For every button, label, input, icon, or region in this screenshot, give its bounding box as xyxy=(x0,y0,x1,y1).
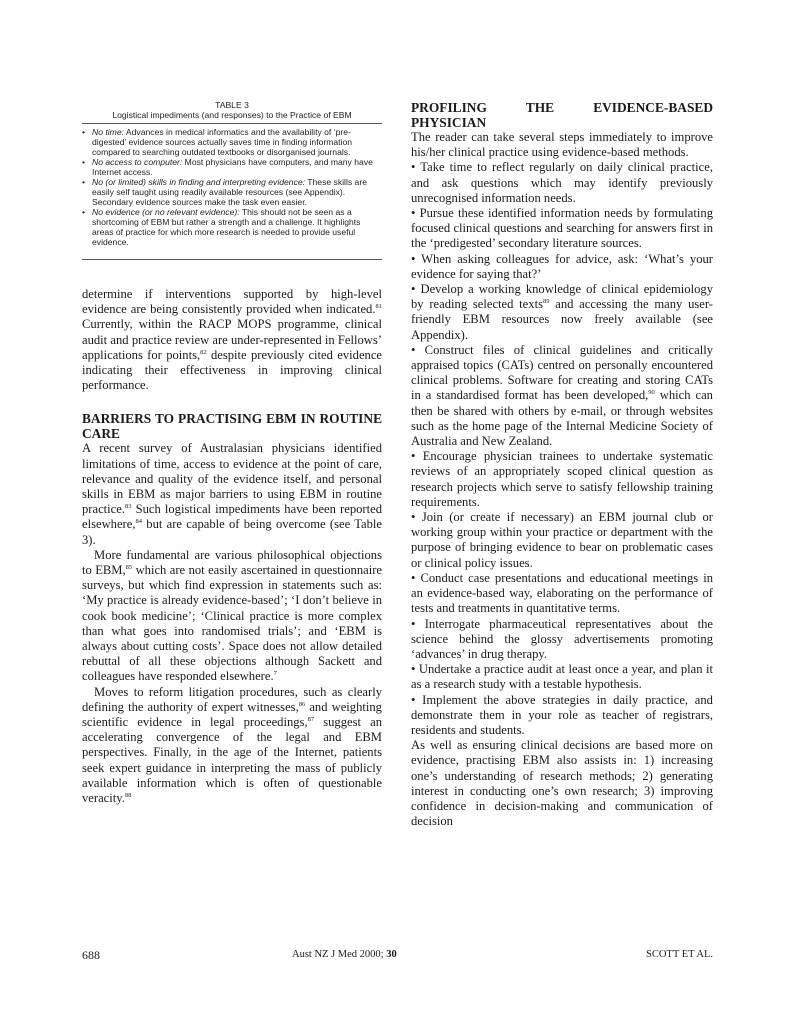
journal-name: Aust NZ J Med 2000; xyxy=(292,949,384,960)
bullet-item: • Interrogate pharmaceutical representatives about the science behind the glossy advertisements promoting ‘advances’ in drug therapy. xyxy=(411,616,713,661)
bullet-item: • Implement the above strategies in daily practice, and demonstrate them in your role as teacher of registrars, residents and students. xyxy=(411,692,713,737)
left-body xyxy=(82,287,382,806)
table-item xyxy=(82,157,382,177)
table-item xyxy=(82,177,382,207)
bullet-item: • When asking colleagues for advice, ask: ‘What’s your evidence for saying that?’ xyxy=(411,251,713,281)
table-item-text: Advances in medical informatics and the availability of ‘pre-digested’ evidence sources actually saves time in finding information compared to searching outdated textbooks or disorganised journals. xyxy=(92,127,353,157)
table-item-text: Most physicians have computers, and many have Internet access. xyxy=(92,157,373,177)
table-3 xyxy=(82,100,382,260)
journal-volume: 30 xyxy=(386,949,397,960)
bullet-item: • Encourage physician trainees to undertake systematic reviews of an appropriately scoped clinical question as research projects which serve to satisfy fellowship training requirements. xyxy=(411,449,713,509)
closing-paragraph: As well as ensuring clinical decisions are based more on evidence, practising EBM also assists in: 1) increasing one’s understanding of research methods; 2) generating interest in conducting one’s own research; 3) improving confidence in decision-making and communication of decision xyxy=(411,738,713,829)
table-item xyxy=(82,207,382,247)
table-item xyxy=(82,127,382,157)
citation: 84 xyxy=(135,518,142,526)
bullet-item: • Develop a working knowledge of clinical epidemiology by reading selected texts$^{89}$ and accessing the many user-friendly EBM resources now freely available (see Appendix). xyxy=(411,282,713,342)
bullet-item: • Join (or create if necessary) an EBM journal club or working group within your practice or department with the purpose of bringing evidence to bear on problematic cases or clinical policy issues. xyxy=(411,510,713,570)
table-bottom-rule xyxy=(82,259,382,260)
bullet-item: • Undertake a practice audit at least once a year, and plan it as a research study with a testable hypothesis. xyxy=(411,662,713,692)
paragraph: determine if interventions supported by high-level evidence are being consistently provided when indicated.$^{81}$ Currently, within the RACP MOPS programme, clinical audit and practice review are under-represented in Fellows’ applications for points,$^{82}$ despite previously cited evidence indicating their effectiveness in improving clinical performance. xyxy=(82,287,383,393)
bullet-icon: • xyxy=(411,342,416,357)
table-item-lead: No evidence (or no relevant evidence): xyxy=(92,207,240,217)
table-top-rule xyxy=(82,123,382,124)
citation: 87 xyxy=(307,715,315,723)
table-title: Logistical impediments (and responses) to the Practice of EBM xyxy=(112,110,352,120)
bullet-item: • Take time to reflect regularly on daily clinical practice, and ask questions which may identify previously unrecognised information needs. xyxy=(411,160,713,205)
bullet-icon: • xyxy=(411,251,416,266)
bullet-icon: • xyxy=(411,510,416,525)
table-label: TABLE 3 xyxy=(215,100,249,110)
table-item-lead: No time: xyxy=(92,127,124,137)
bullet-icon: • xyxy=(411,282,416,297)
table-item-text: These skills are easily self taught using readily available resources (see Appendix). Secondary evidence sources make the task even easier. xyxy=(92,177,367,207)
bullet-icon: • xyxy=(411,570,416,585)
citation: 88 xyxy=(124,791,132,799)
bullet-icon: • xyxy=(411,160,416,175)
section-heading-barriers: BARRIERS TO PRACTISING EBM IN ROUTINE CARE xyxy=(82,411,382,442)
citation: 7 xyxy=(273,670,277,678)
table-heading xyxy=(86,100,378,120)
citation: 81 xyxy=(375,303,382,311)
table-item-lead: No (or limited) skills in finding and interpreting evidence: xyxy=(92,177,306,187)
right-column xyxy=(411,100,713,829)
citation: 86 xyxy=(298,700,306,708)
citation: 85 xyxy=(125,563,133,571)
section-heading-profiling: PROFILING THE EVIDENCE-BASED PHYSICIAN xyxy=(411,100,713,130)
intro-paragraph: The reader can take several steps immediately to improve his/her clinical practice using evidence-based methods. xyxy=(411,130,713,160)
table-item-lead: No access to computer: xyxy=(92,157,183,167)
table-list xyxy=(82,127,382,247)
bullet-icon: • xyxy=(411,662,416,677)
bullet-icon: • xyxy=(411,692,416,707)
citation: 89 xyxy=(542,298,550,306)
bullet-icon: • xyxy=(411,616,416,631)
paragraph: Moves to reform litigation procedures, such as clearly defining the authority of expert witnesses,$^{86}$ and weighting scientific evidence in legal proceedings,$^{87}$ suggest an accelerating convergence of the legal and EBM perspectives. Finally, in the age of the Internet, patients seek expert guidance in interpreting the mass of publicly available information which is often of questionable veracity.$^{88}$ xyxy=(82,684,382,806)
bullet-item: • Conduct case presentations and educational meetings in an evidence-based way, elaborating on the performance of tests and treatments in quantitative terms. xyxy=(411,570,713,616)
left-column xyxy=(82,100,382,806)
citation: 82 xyxy=(200,348,207,356)
table-item-text: This should not be seen as a shortcoming of EBM but rather a strength and a challenge. It highlights areas of practice for which more research is needed to provide useful evidence. xyxy=(92,207,361,247)
citation: 90 xyxy=(648,389,655,397)
bullet-icon: • xyxy=(411,449,416,464)
page-number: 688 xyxy=(82,948,100,962)
running-authors: SCOTT ET AL. xyxy=(646,949,713,960)
bullet-item: • Pursue these identified information needs by formulating focused clinical questions and searching for answers first in the ‘predigested’ secondary literature sources. xyxy=(411,206,713,251)
bullet-icon: • xyxy=(411,206,416,221)
journal-citation xyxy=(292,949,397,960)
paragraph: A recent survey of Australasian physicians identified limitations of time, access to evidence at the point of care, relevance and quality of the evidence itself, and personal skills in EBM as major barriers to using EBM in routine practice.$^{83}$ Such logistical impediments have been reported elsewhere,$^{84}$ but are capable of being overcome (see Table 3). xyxy=(82,441,382,547)
citation: 83 xyxy=(125,503,132,511)
bullet-item: • Construct files of clinical guidelines and critically appraised topics (CATs) centred on personally encountered clinical problems. Software for creating and storing CATs in a standardised format has been developed,$^{90}$ which can then be shared with others by e-mail, or through websites such as the home page of the Internal Medicine Society of Australia and New Zealand. xyxy=(411,342,713,449)
paragraph: More fundamental are various philosophical objections to EBM,$^{85}$ which are not easily ascertained in questionnaire surveys, but which find expression in statements such as: ‘My practice is already evidence-based’; ‘I don’t believe in cook book medicine’; ‘Clinical practice is more complex than what goes into randomised trials’; and ‘EBM is always about cutting costs’. Space does not allow detailed rebuttal of all these objections although Sackett and colleagues have responded elsewhere.$^7$ xyxy=(82,547,382,684)
